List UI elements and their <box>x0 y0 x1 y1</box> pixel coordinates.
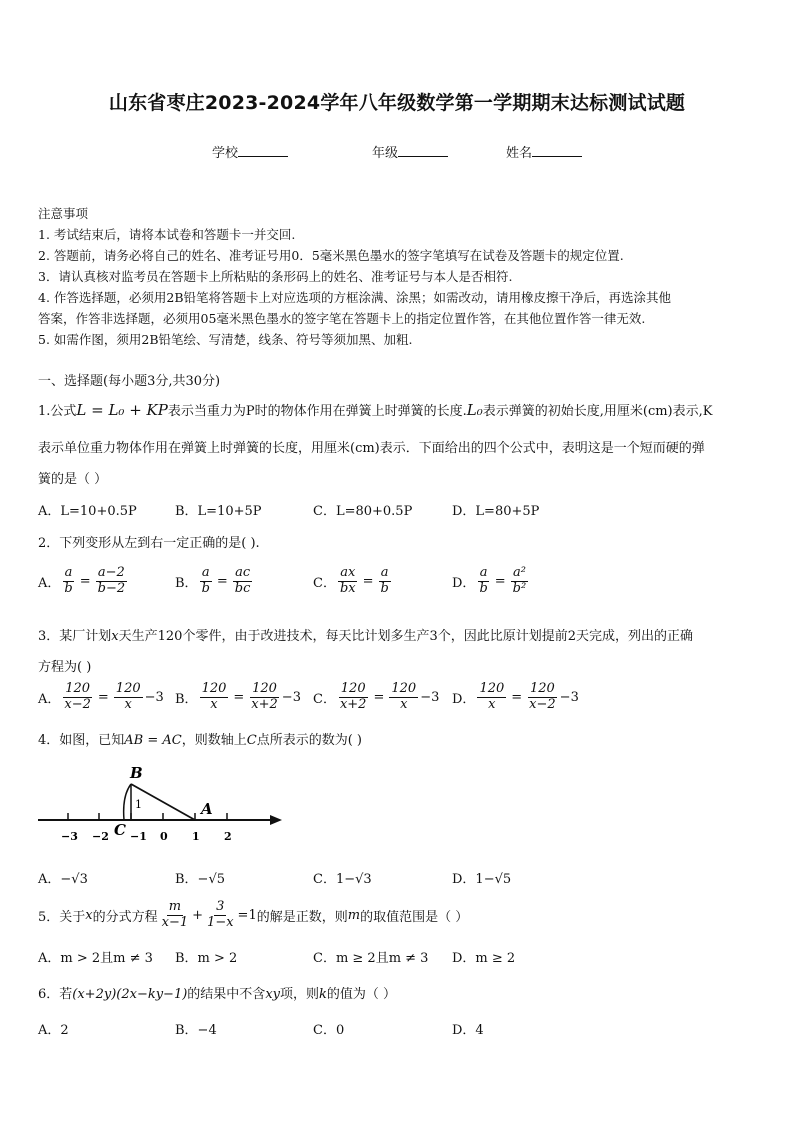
fraction <box>389 682 418 713</box>
note-item: 2. 答题前，请务必将自己的姓名、准考证号用0．5毫米黑色墨水的签字笔填写在试卷及答题卡的规定位置. <box>38 248 624 263</box>
tick-label: −2 <box>92 830 109 843</box>
q1-option-a: A．L=10+0.5P <box>38 504 137 519</box>
equals-sign: = <box>373 689 385 705</box>
tick-label: −3 <box>61 830 78 843</box>
denominator: b−2 <box>97 580 126 596</box>
denominator: b <box>479 580 488 596</box>
q5-text: 5．关于 <box>38 909 86 925</box>
constant-term: −3 <box>559 689 579 705</box>
numerator: ac <box>235 565 251 580</box>
q6-option-c: C．0 <box>313 1023 345 1038</box>
q6-option-a: A．2 <box>38 1023 69 1038</box>
numerator: ax <box>340 565 356 580</box>
q3-option-c <box>313 682 439 713</box>
q6-text: 的值为（ ） <box>326 987 397 1002</box>
grade-field <box>372 142 448 161</box>
q4-condition: AB = AC <box>124 733 182 748</box>
denominator: x+2 <box>251 696 278 712</box>
note-item: 5. 如需作图，须用2B铅笔绘、写清楚，线条、符号等须加黑、加粗. <box>38 332 413 347</box>
q2-option-d <box>452 566 530 597</box>
numerator: a <box>380 565 389 580</box>
denominator: x−2 <box>529 696 556 712</box>
school-label: 学校 <box>212 146 239 161</box>
q6-k: k <box>319 987 327 1002</box>
q5-text: 的分式方程 <box>92 909 158 925</box>
fraction <box>477 566 489 597</box>
q5-option-d: D．m ≥ 2 <box>452 951 516 966</box>
tick-label: 2 <box>224 830 232 843</box>
fraction <box>160 900 191 931</box>
q5-x: x <box>85 907 93 923</box>
denominator: x+2 <box>339 696 367 712</box>
numerator: 120 <box>252 681 277 696</box>
question-5-stem <box>38 900 468 931</box>
q4-option-b: B．−√5 <box>175 872 226 887</box>
option-label: D． <box>452 575 476 591</box>
denominator: b <box>201 580 210 596</box>
q3-option-b <box>175 682 301 713</box>
fraction <box>338 682 369 713</box>
q2-option-b <box>175 566 254 597</box>
numerator: m <box>168 899 182 914</box>
fraction <box>527 682 558 713</box>
grade-blank <box>398 144 448 157</box>
notes-heading: 注意事项 <box>38 206 89 221</box>
equals-sign: = <box>97 689 109 705</box>
q4-option-d: D．1−√5 <box>452 872 512 887</box>
equals-sign: = <box>216 573 228 589</box>
page-title: 山东省枣庄2023-2024学年八年级数学第一学期期末达标测试试题 <box>108 92 686 114</box>
fraction <box>114 682 143 713</box>
equals-sign: = <box>511 689 523 705</box>
q4-option-a: A．−√3 <box>38 872 88 887</box>
note-item: 答案，作答非选择题，必须用05毫米黑色墨水的签字笔在答题卡上的指定位置作答，在其他位置作答一律无效. <box>38 311 646 326</box>
q4-text: 点所表示的数为( ) <box>256 733 362 748</box>
fraction <box>62 566 74 597</box>
q2-option-a <box>38 566 129 597</box>
equals-sign: = <box>494 573 506 589</box>
denominator: bc <box>234 580 251 596</box>
equals-sign: = <box>79 573 91 589</box>
option-label: B． <box>175 691 198 707</box>
q1-text: 1.公式 <box>38 404 77 419</box>
q1-option-b: B．L=10+5P <box>175 504 262 519</box>
fraction <box>62 682 93 713</box>
q6-option-b: B．−4 <box>175 1023 217 1038</box>
q3-option-d <box>452 682 579 713</box>
fraction <box>338 566 358 597</box>
fraction <box>233 566 253 597</box>
q6-expression: (x+2y)(2x−ky−1) <box>72 987 188 1002</box>
constant-term: −3 <box>420 689 440 705</box>
fraction <box>200 566 212 597</box>
label-a: A <box>201 800 213 818</box>
numerator: 120 <box>201 681 227 696</box>
question-2-stem: 2．下列变形从左到右一定正确的是( ). <box>38 536 260 551</box>
numerator: a−2 <box>97 565 125 580</box>
q5-text: 的解是正数，则 <box>256 909 348 925</box>
equals-sign: = <box>233 689 245 705</box>
numerator: 120 <box>65 681 91 696</box>
numerator: a <box>479 565 488 580</box>
equals-sign: = <box>362 573 374 589</box>
denominator: x <box>124 696 132 712</box>
question-1-line-2: 表示单位重力物体作用在弹簧上时弹簧的长度，用厘米(cm)表示．下面给出的四个公式中，表明这是一个短而硬的弹 <box>38 441 705 456</box>
note-item: 4. 作答选择题，必须用2B铅笔将答题卡上对应选项的方框涂满、涂黑；如需改动，请用橡皮擦干净后，再选涂其他 <box>38 290 672 305</box>
note-item: 1. 考试结束后，请将本试卷和答题卡一并交回. <box>38 227 296 242</box>
numerator: 3 <box>216 899 225 914</box>
option-label: C． <box>313 575 336 591</box>
q3-x: x <box>111 629 119 644</box>
option-label: D． <box>452 691 476 707</box>
option-label: B． <box>175 575 198 591</box>
denominator: b <box>380 580 389 596</box>
numerator: 120 <box>530 681 555 696</box>
q6-xy: xy <box>265 987 280 1002</box>
q5-text: 的取值范围是（ ） <box>360 909 469 925</box>
denominator: x <box>488 696 496 712</box>
label-c: C <box>114 821 126 839</box>
denominator: x−1 <box>161 914 189 930</box>
q1-option-d: D．L=80+5P <box>452 504 540 519</box>
q6-text: 6．若 <box>38 987 73 1002</box>
school-blank <box>238 144 288 157</box>
equation-rhs: =1 <box>237 907 257 923</box>
q6-option-d: D．4 <box>452 1023 484 1038</box>
denominator: x <box>400 696 408 712</box>
fraction <box>511 566 529 597</box>
denominator: x <box>210 696 218 712</box>
numerator: 120 <box>340 681 366 696</box>
numerator: a <box>201 565 210 580</box>
section-heading: 一、选择题(每小题3分,共30分) <box>38 374 221 389</box>
plus-sign: + <box>192 907 204 923</box>
q6-text: 的结果中不含 <box>187 987 266 1002</box>
q5-option-b: B．m > 2 <box>175 951 238 966</box>
numerator: 120 <box>479 681 505 696</box>
denominator: b² <box>512 580 527 596</box>
tick-label: −1 <box>130 830 147 843</box>
q1-l0: L₀ <box>466 401 483 419</box>
q6-text: 项，则 <box>280 987 320 1002</box>
question-1-line-3: 簧的是（ ） <box>38 472 108 487</box>
q2-option-c <box>313 566 393 597</box>
question-1-line-1 <box>38 400 712 419</box>
school-field <box>212 142 288 161</box>
q3-text: 天生产120个零件，由于改进技术，每天比计划多生产3个，因此比原计划提前2天完成，列出的正确 <box>118 629 693 644</box>
denominator: x−2 <box>64 696 91 712</box>
q4-option-c: C．1−√3 <box>313 872 372 887</box>
numerator: 120 <box>391 681 417 696</box>
q4-point-c: C <box>246 733 257 748</box>
name-blank <box>532 144 582 157</box>
q1-formula: L = L₀ + KP <box>76 401 168 419</box>
arc <box>124 784 131 820</box>
constant-term: −3 <box>281 689 301 705</box>
denominator: 1−x <box>207 914 234 930</box>
q4-text: 4．如图，已知 <box>38 733 125 748</box>
q3-option-a <box>38 682 164 713</box>
option-label: C． <box>313 691 336 707</box>
label-b: B <box>130 764 143 782</box>
q5-m: m <box>347 907 361 923</box>
name-field <box>506 142 582 161</box>
q3-text: 3．某厂计划 <box>38 629 112 644</box>
q4-text: ，则数轴上 <box>181 733 247 748</box>
option-label: A． <box>38 575 61 591</box>
number-line-figure <box>34 760 284 850</box>
q5-option-c: C．m ≥ 2且m ≠ 3 <box>313 951 429 966</box>
numerator: 120 <box>115 681 141 696</box>
question-6-stem <box>38 983 396 1002</box>
note-item: 3．请认真核对监考员在答题卡上所粘贴的条形码上的姓名、准考证号与本人是否相符. <box>38 269 513 284</box>
q1-text: 表示弹簧的初始长度,用厘米(cm)表示,K <box>482 404 713 419</box>
tick-label: 1 <box>192 830 200 843</box>
grade-label: 年级 <box>372 146 399 161</box>
name-label: 姓名 <box>506 146 533 161</box>
tick-label: 0 <box>160 830 168 843</box>
numerator: a <box>64 565 73 580</box>
option-label: A． <box>38 691 61 707</box>
fraction <box>249 682 280 713</box>
q1-text: 表示当重力为P时的物体作用在弹簧上时弹簧的长度. <box>167 404 467 419</box>
fraction <box>477 682 506 713</box>
question-4-stem <box>38 729 362 748</box>
fraction <box>379 566 391 597</box>
question-3-line-2: 方程为( ) <box>38 660 92 675</box>
fraction <box>96 566 128 597</box>
denominator: b <box>64 580 73 596</box>
axis-arrow <box>270 815 282 825</box>
fraction <box>200 682 229 713</box>
label-unit: 1 <box>135 798 142 811</box>
numerator: a² <box>512 565 526 580</box>
q5-option-a: A．m > 2且m ≠ 3 <box>38 951 153 966</box>
fraction <box>205 900 236 931</box>
constant-term: −3 <box>144 689 164 705</box>
denominator: bx <box>339 580 356 596</box>
question-3-line-1 <box>38 625 693 644</box>
q1-option-c: C．L=80+0.5P <box>313 504 413 519</box>
